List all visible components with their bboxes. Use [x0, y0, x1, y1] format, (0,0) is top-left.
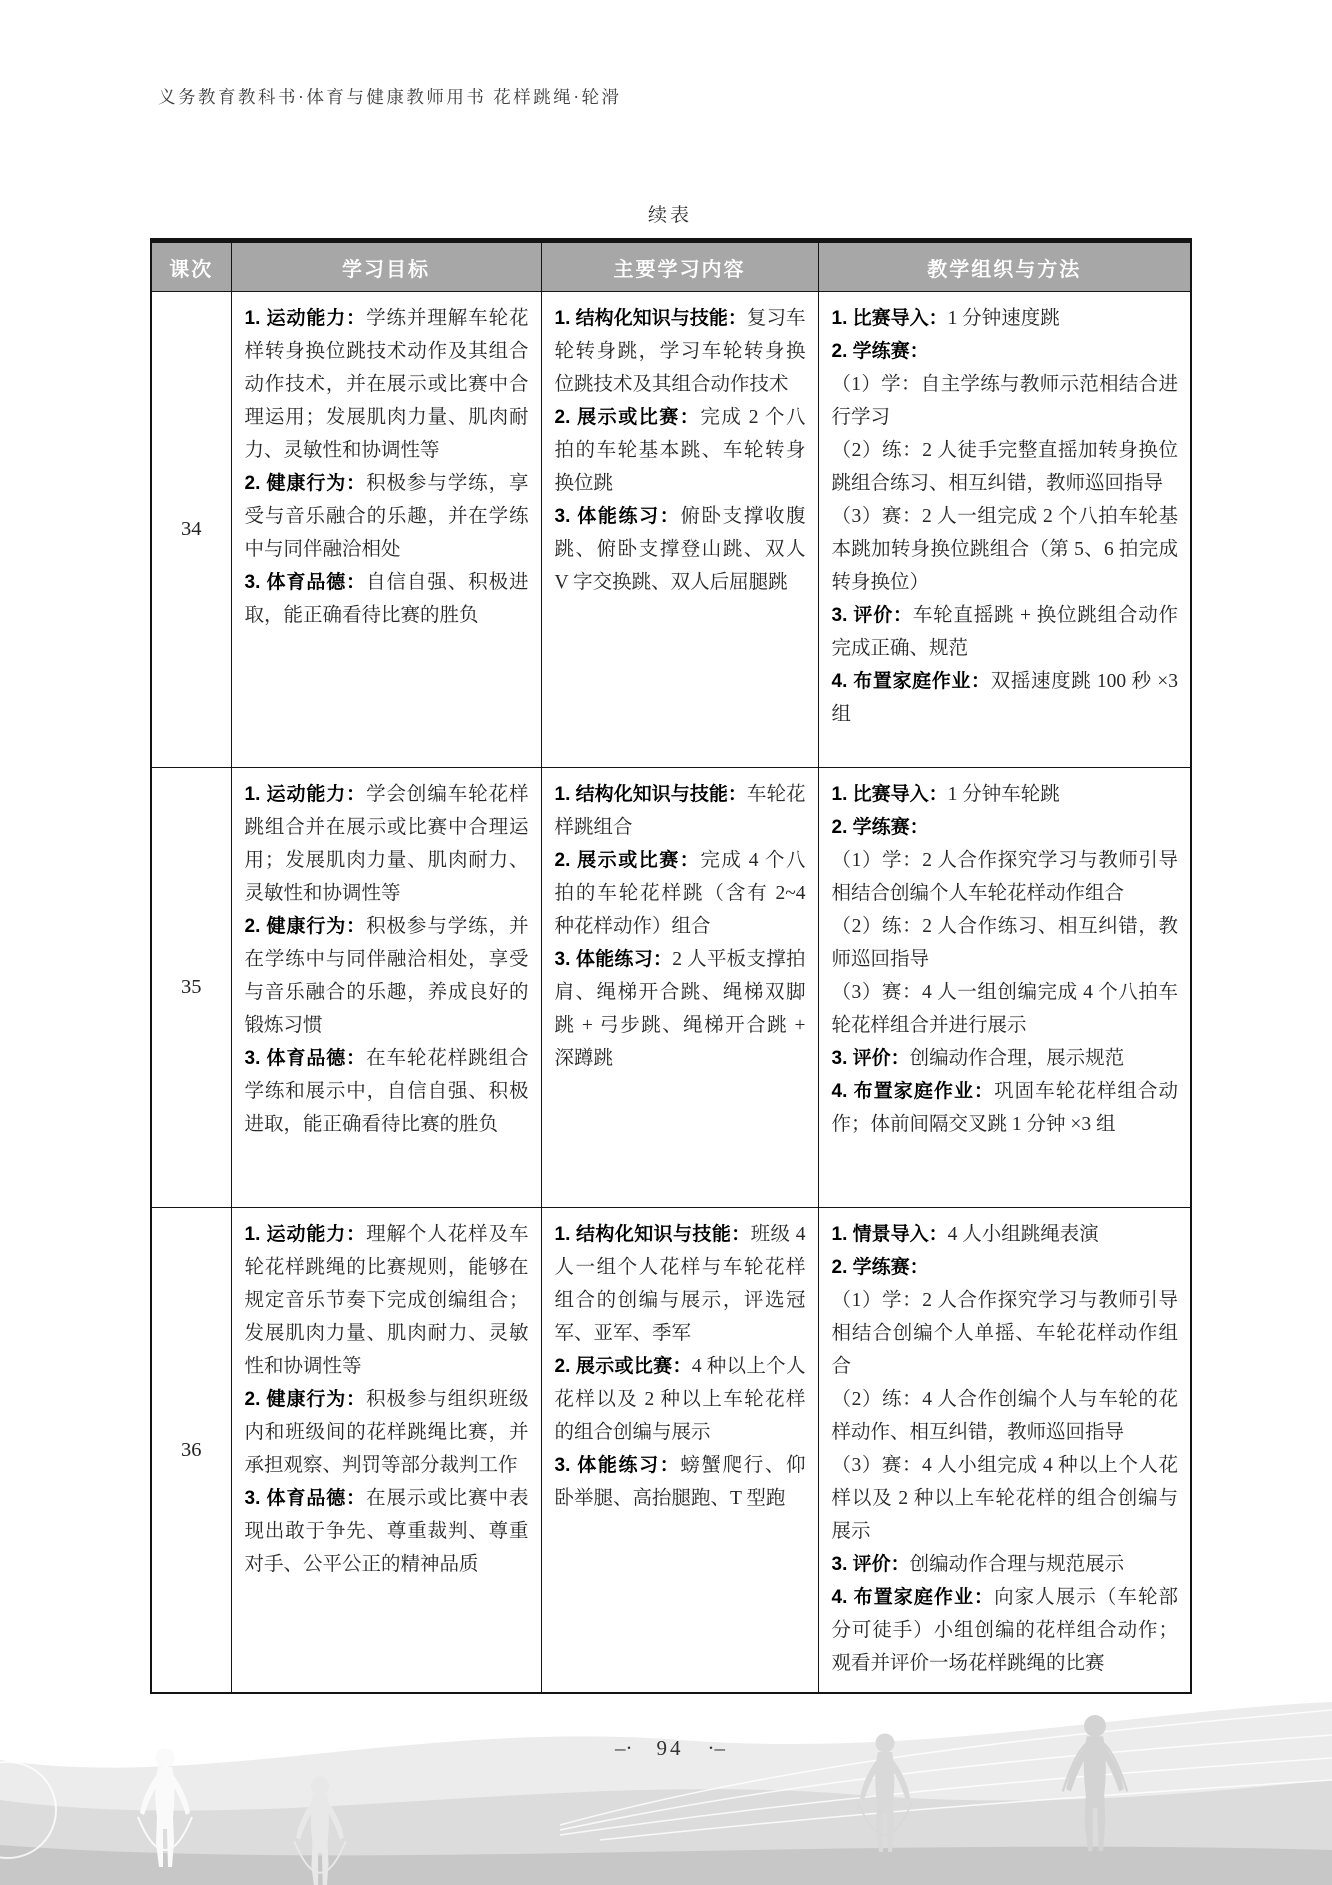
table-row-lesson-34 — [151, 292, 1191, 768]
cell-paragraph: 3. 评价：车轮直摇跳 + 换位跳组合动作完成正确、规范 — [831, 605, 1179, 659]
paragraph-lead: 1. 比赛导入： — [831, 784, 948, 805]
paragraph-lead: 1. 运动能力： — [244, 308, 367, 329]
lesson-number: 36 — [151, 1208, 231, 1694]
cell-paragraph: 1. 结构化知识与技能：班级 4 人一组个人花样与车轮花样组合的创编与展示，评选冠军、亚军、季军 — [554, 1224, 806, 1344]
cell-paragraph: 4. 布置家庭作业：向家人展示（车轮部分可徒手）小组创编的花样组合动作；观看并评价一场花样跳绳的比赛 — [831, 1587, 1178, 1674]
paragraph-lead: 4. 布置家庭作业： — [831, 671, 991, 692]
paragraph-lead: 3. 体能练习： — [554, 949, 673, 970]
paragraph-lead: 3. 评价： — [831, 605, 913, 626]
paragraph-lead: 4. 布置家庭作业： — [831, 1587, 995, 1608]
paragraph-lead: 2. 学练赛： — [831, 341, 929, 362]
paragraph-lead: 2. 健康行为： — [244, 1389, 367, 1410]
cell-paragraph: 3. 体育品德：在车轮花样跳组合学练和展示中，自信自强、积极进取，能正确看待比赛的胜负 — [244, 1048, 529, 1135]
cell-paragraph: 1. 比赛导入：1 分钟车轮跳 — [831, 784, 1060, 805]
paragraph-lead: 2. 学练赛： — [831, 1257, 929, 1278]
footer-dash-left: –· — [615, 1736, 633, 1760]
paragraph-lead: 3. 体育品德： — [244, 1048, 367, 1069]
cell-paragraph: 4. 布置家庭作业：双摇速度跳 100 秒 ×3 组 — [831, 671, 1179, 725]
cell-paragraph: 3. 体育品德：自信自强、积极进取，能正确看待比赛的胜负 — [244, 572, 529, 626]
table-header-row — [151, 241, 1191, 292]
cell-paragraph: （3）赛：4 人一组创编完成 4 个八拍车轮花样组合并进行展示 — [831, 982, 1178, 1036]
cell-paragraph: 1. 结构化知识与技能：复习车轮转身跳，学习车轮转身换位跳技术及其组合动作技术 — [554, 308, 806, 395]
cell-paragraph — [832, 335, 1179, 368]
methods-cell — [818, 292, 1191, 768]
content-cell — [541, 1208, 818, 1694]
paragraph-lead: 3. 体能练习： — [554, 1455, 681, 1476]
objectives-cell — [231, 768, 541, 1208]
objectives-cell — [231, 292, 541, 768]
methods-cell — [818, 1208, 1191, 1694]
table-row-lesson-35 — [151, 768, 1191, 1208]
paragraph-lead: 2. 健康行为： — [244, 473, 367, 494]
paragraph-lead: 2. 展示或比赛： — [554, 407, 701, 428]
objectives-cell — [231, 1208, 541, 1694]
cell-paragraph: 3. 评价：创编动作合理与规范展示 — [831, 1554, 1125, 1575]
paragraph-lead: 4. 布置家庭作业： — [831, 1081, 995, 1102]
paragraph-lead: 3. 体育品德： — [244, 1488, 367, 1509]
cell-paragraph: 2. 健康行为：积极参与组织班级内和班级间的花样跳绳比赛，并承担观察、判罚等部分裁判工作 — [244, 1389, 529, 1476]
footer-dash-right: ·– — [707, 1736, 725, 1760]
lesson-number: 34 — [151, 292, 231, 768]
paragraph-lead: 2. 展示或比赛： — [554, 1356, 692, 1377]
cell-paragraph: （2）练：2 人徒手完整直摇加转身换位跳组合练习、相互纠错，教师巡回指导 — [831, 440, 1178, 494]
cell-paragraph: （2）练：2 人合作练习、相互纠错，教师巡回指导 — [831, 916, 1178, 970]
cell-paragraph: （2）练：4 人合作创编个人与车轮的花样动作、相互纠错，教师巡回指导 — [831, 1389, 1178, 1443]
column-header-methods: 教学组织与方法 — [818, 241, 1191, 292]
cell-paragraph: （1）学：2 人合作探究学习与教师引导相结合创编个人车轮花样动作组合 — [831, 850, 1178, 904]
cell-paragraph — [832, 811, 1179, 844]
paragraph-lead: 3. 体能练习： — [554, 506, 681, 527]
paragraph-lead: 3. 评价： — [831, 1554, 910, 1575]
methods-cell — [818, 768, 1191, 1208]
lesson-number: 35 — [151, 768, 231, 1208]
page-footer — [150, 1736, 1190, 1761]
cell-paragraph: 3. 评价：创编动作合理，展示规范 — [831, 1048, 1125, 1069]
column-header-objectives: 学习目标 — [231, 241, 541, 292]
paragraph-lead: 3. 体育品德： — [244, 572, 367, 593]
cell-paragraph: 2. 健康行为：积极参与学练，享受与音乐融合的乐趣，并在学练中与同伴融洽相处 — [244, 473, 529, 560]
paragraph-lead: 1. 情景导入： — [831, 1224, 948, 1245]
cell-paragraph: 1. 运动能力：学会创编车轮花样跳组合并在展示或比赛中合理运用；发展肌肉力量、肌肉耐力、灵敏性和协调性等 — [244, 784, 529, 904]
page-header: 义务教育教科书·体育与健康教师用书 花样跳绳·轮滑 — [158, 87, 622, 107]
cell-paragraph: 3. 体能练习：俯卧支撑收腹跳、俯卧支撑登山跳、双人 V 字交换跳、双人后屈腿跳 — [554, 506, 806, 593]
cell-paragraph: 3. 体能练习：2 人平板支撑拍肩、绳梯开合跳、绳梯双脚跳 + 弓步跳、绳梯开合跳 + 深蹲跳 — [554, 949, 806, 1069]
table-caption: 续表 — [647, 205, 692, 226]
cell-paragraph: 2. 展示或比赛：完成 4 个八拍的车轮花样跳（含有 2~4 种花样动作）组合 — [554, 850, 806, 937]
paragraph-lead: 2. 学练赛： — [831, 817, 929, 838]
cell-paragraph: 2. 展示或比赛：完成 2 个八拍的车轮基本跳、车轮转身换位跳 — [554, 407, 806, 494]
cell-paragraph: 2. 健康行为：积极参与学练，并在学练中与同伴融洽相处，享受与音乐融合的乐趣，养成良好的锻炼习惯 — [244, 916, 529, 1036]
cell-paragraph: 1. 结构化知识与技能：车轮花样跳组合 — [554, 784, 806, 838]
page-number: 94 — [656, 1736, 684, 1760]
paragraph-lead: 1. 运动能力： — [244, 784, 367, 805]
paragraph-lead: 1. 结构化知识与技能： — [554, 784, 747, 805]
paragraph-lead: 1. 结构化知识与技能： — [554, 308, 747, 329]
cell-paragraph: 4. 布置家庭作业：巩固车轮花样组合动作；体前间隔交叉跳 1 分钟 ×3 组 — [831, 1081, 1178, 1135]
cell-paragraph: 3. 体育品德：在展示或比赛中表现出敢于争先、尊重裁判、尊重对手、公平公正的精神品质 — [244, 1488, 529, 1575]
paragraph-lead: 1. 比赛导入： — [831, 308, 948, 329]
paragraph-lead: 2. 展示或比赛： — [554, 850, 701, 871]
cell-paragraph: （1）学：自主学练与教师示范相结合进行学习 — [831, 374, 1178, 428]
cell-paragraph: 2. 展示或比赛：4 种以上个人花样以及 2 种以上车轮花样的组合创编与展示 — [554, 1356, 806, 1443]
cell-paragraph: （3）赛：4 人小组完成 4 种以上个人花样以及 2 种以上车轮花样的组合创编与展示 — [831, 1455, 1178, 1542]
content-cell — [541, 292, 818, 768]
paragraph-lead: 1. 结构化知识与技能： — [554, 1224, 751, 1245]
column-header-content: 主要学习内容 — [541, 241, 818, 292]
paragraph-lead: 1. 运动能力： — [244, 1224, 367, 1245]
cell-paragraph: 3. 体能练习：螃蟹爬行、仰卧举腿、高抬腿跑、T 型跑 — [554, 1455, 806, 1509]
table-row-lesson-36 — [151, 1208, 1191, 1694]
cell-paragraph: 1. 运动能力：理解个人花样及车轮花样跳绳的比赛规则，能够在规定音乐节奏下完成创编组合；发展肌肉力量、肌肉耐力、灵敏性和协调性等 — [244, 1224, 529, 1377]
cell-paragraph: （1）学：2 人合作探究学习与教师引导相结合创编个人单摇、车轮花样动作组合 — [831, 1290, 1178, 1377]
cell-paragraph — [832, 1251, 1179, 1284]
content-cell — [541, 768, 818, 1208]
lesson-table — [150, 238, 1192, 1694]
paragraph-lead: 2. 健康行为： — [244, 916, 367, 937]
paragraph-lead: 3. 评价： — [831, 1048, 910, 1069]
cell-paragraph: 1. 比赛导入：1 分钟速度跳 — [831, 308, 1060, 329]
cell-paragraph: 1. 运动能力：学练并理解车轮花样转身换位跳技术动作及其组合动作技术，并在展示或比赛中合理运用；发展肌肉力量、肌肉耐力、灵敏性和协调性等 — [244, 308, 529, 461]
cell-paragraph: （3）赛：2 人一组完成 2 个八拍车轮基本跳加转身换位跳组合（第 5、6 拍完成转身换位） — [831, 506, 1178, 593]
column-header-lesson: 课次 — [151, 241, 231, 292]
cell-paragraph: 1. 情景导入：4 人小组跳绳表演 — [831, 1224, 1099, 1245]
